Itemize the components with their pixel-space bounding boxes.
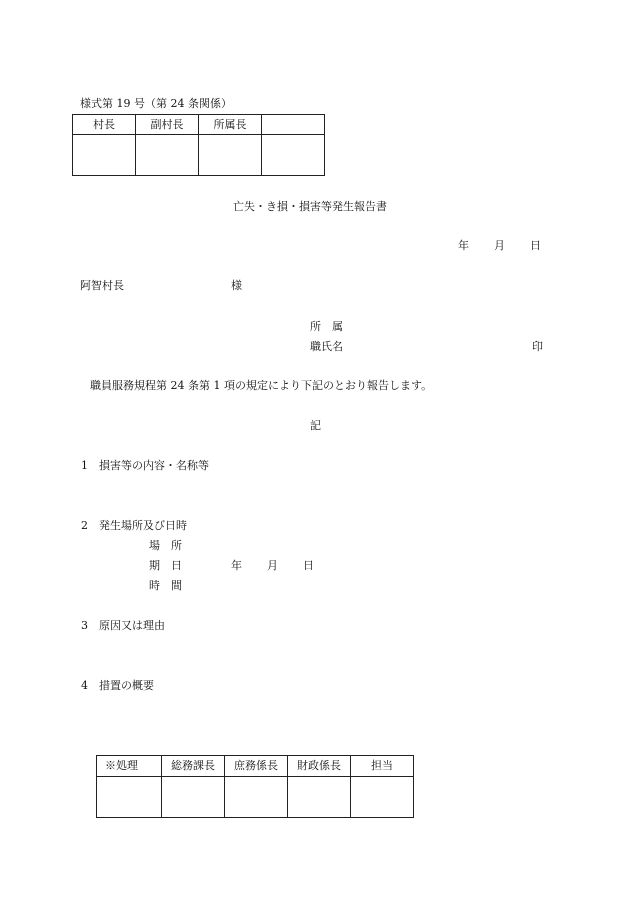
stamp-cell-mayor[interactable]	[73, 135, 136, 176]
stamp-cell-blank[interactable]	[262, 135, 325, 176]
occurrence-month-label: 月	[267, 559, 278, 572]
processing-stamp-table	[96, 755, 414, 818]
form-number: 様式第 19 号（第 24 条関係）	[80, 97, 232, 110]
stamp-header-general-affairs-chief: 総務課長	[162, 756, 225, 777]
date-day-label: 日	[530, 239, 541, 252]
stamp-cell-finance-section-chief[interactable]	[288, 777, 351, 818]
stamp-header-mayor: 村長	[73, 115, 136, 135]
reporter-department-label: 所 属	[310, 320, 343, 333]
stamp-cell-general-affairs-chief[interactable]	[162, 777, 225, 818]
stamp-cell-administration-section-chief[interactable]	[225, 777, 288, 818]
reporter-name-label: 職氏名	[310, 340, 343, 353]
addressee-name: 阿智村長	[80, 279, 124, 292]
stamp-header-person-in-charge: 担当	[351, 756, 414, 777]
stamp-header-finance-section-chief: 財政係長	[288, 756, 351, 777]
processing-header: ※処理	[97, 756, 162, 777]
document-title: 亡失・き損・損害等発生報告書	[233, 200, 387, 213]
report-statement: 職員服務規程第 24 条第 1 項の規定により下記のとおり報告します。	[90, 379, 433, 392]
item-4-measures: 4 措置の概要	[81, 679, 154, 692]
date-year-label: 年	[458, 239, 469, 252]
stamp-header-department-head: 所属長	[199, 115, 262, 135]
stamp-header-administration-section-chief: 庶務係長	[225, 756, 288, 777]
date-month-label: 月	[494, 239, 505, 252]
addressee-honorific: 様	[231, 279, 242, 292]
seal-mark: 印	[532, 340, 543, 353]
place-label: 場 所	[149, 539, 182, 552]
ki-heading: 記	[310, 419, 321, 432]
stamp-header-blank	[262, 115, 325, 135]
occurrence-year-label: 年	[231, 559, 242, 572]
stamp-cell-person-in-charge[interactable]	[351, 777, 414, 818]
item-3-cause: 3 原因又は理由	[81, 619, 165, 632]
occurrence-day-label: 日	[303, 559, 314, 572]
item-1-damage-details: 1 損害等の内容・名称等	[81, 459, 209, 472]
time-label: 時 間	[149, 579, 182, 592]
item-2-place-and-datetime: 2 発生場所及び日時	[81, 519, 187, 532]
stamp-cell-department-head[interactable]	[199, 135, 262, 176]
date-label: 期 日	[149, 559, 182, 572]
approval-stamp-table	[72, 114, 325, 176]
stamp-cell-deputy-mayor[interactable]	[136, 135, 199, 176]
processing-cell[interactable]	[97, 777, 162, 818]
stamp-header-deputy-mayor: 副村長	[136, 115, 199, 135]
